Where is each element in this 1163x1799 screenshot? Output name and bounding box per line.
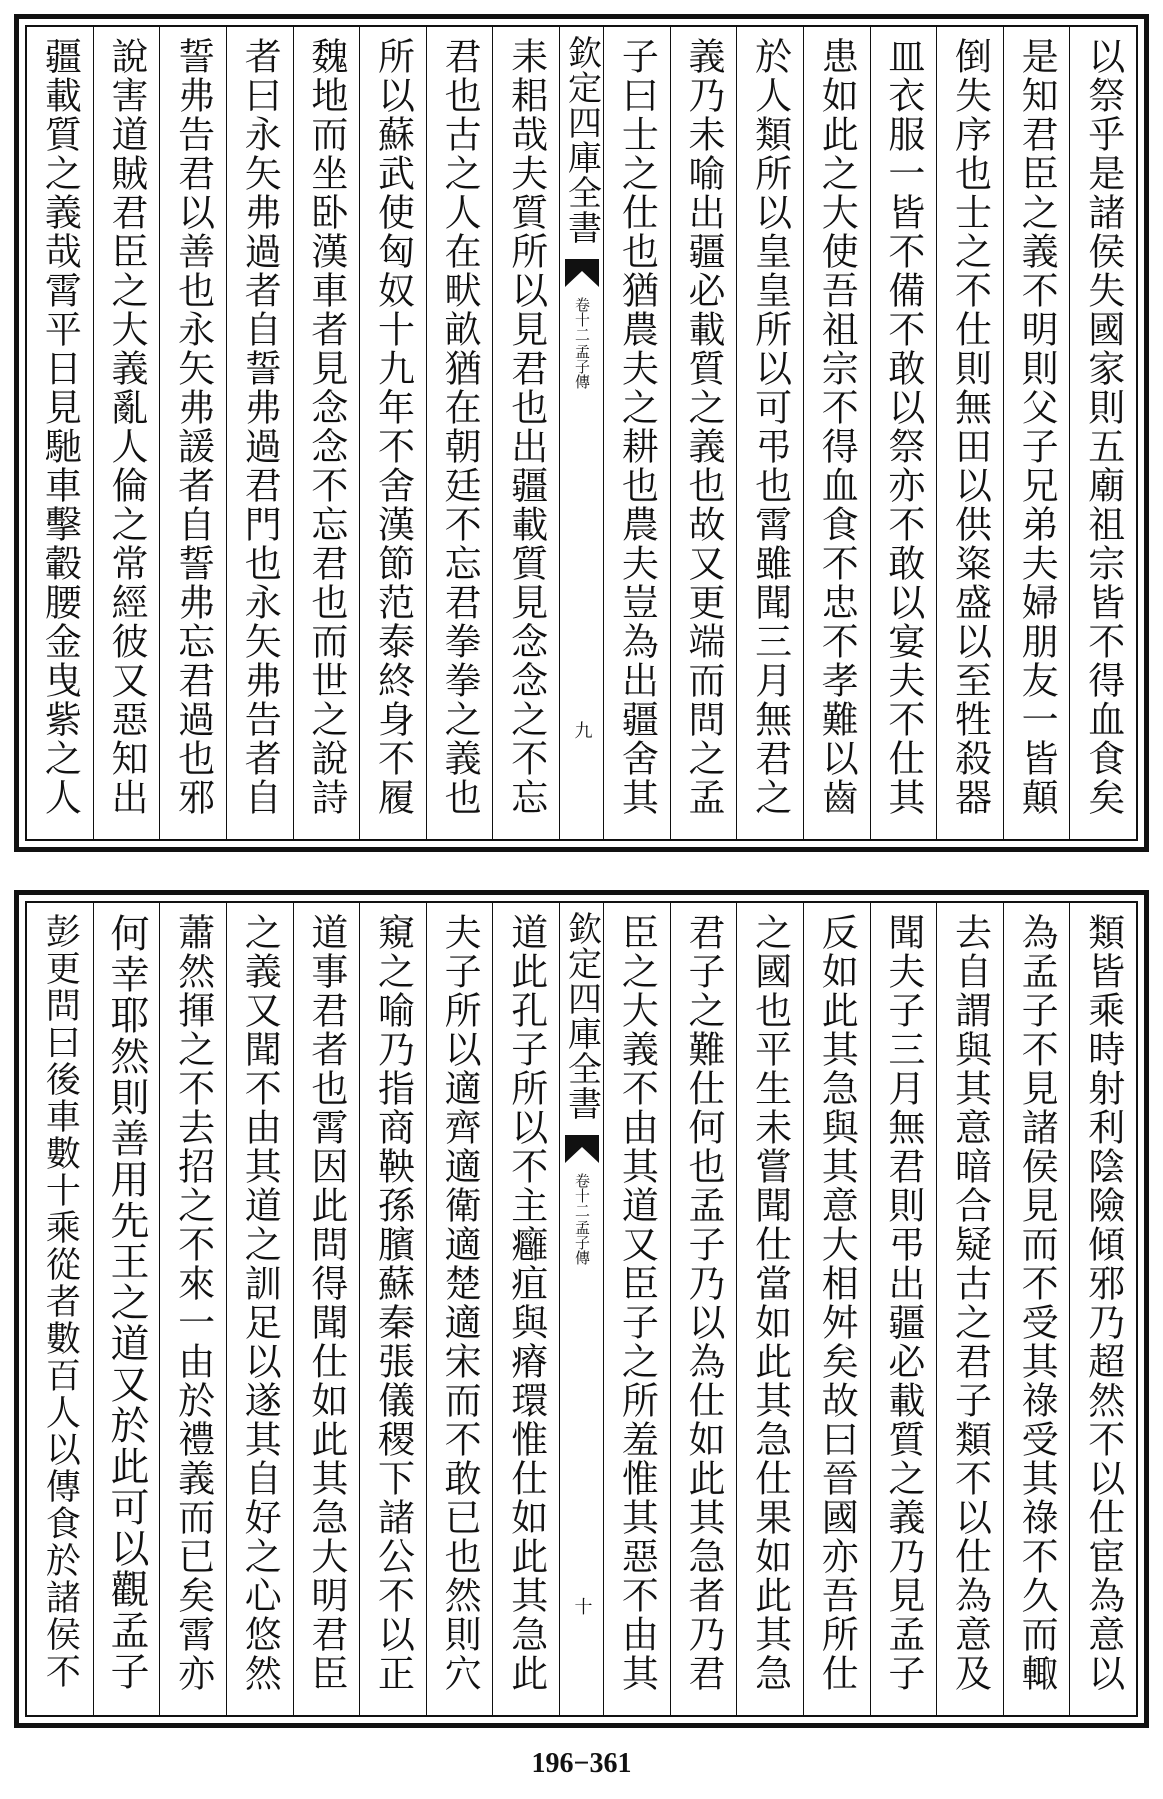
text-line: 蕭然揮之不去招之不來一由於禮義而已矣霄亦 <box>171 913 215 1693</box>
text-column <box>870 903 937 1715</box>
text-column <box>1069 903 1136 1715</box>
text-line: 所以蘇武使匈奴十九年不舍漢節范泰終身不履 <box>371 37 415 817</box>
text-line: 彭更問曰後車數十乘從者數百人以傳食於諸侯不 <box>40 913 81 1690</box>
text-column <box>1003 903 1070 1715</box>
text-line: 是知君臣之義不明則父子兄弟夫婦朋友一皆顛 <box>1015 37 1059 817</box>
text-column <box>27 903 93 1715</box>
section-label <box>574 1173 589 1265</box>
text-column <box>293 903 360 1715</box>
top-page <box>14 14 1149 852</box>
text-column <box>426 27 493 839</box>
text-line: 倒失序也士之不仕則無田以供粢盛以至牲殺器 <box>948 37 992 817</box>
text-line: 道此孔子所以不主癰疽與瘠環惟仕如此其急此 <box>504 913 548 1693</box>
text-line: 夫子所以適齊適衛適楚適宋而不敢已也然則穴 <box>438 913 482 1693</box>
book-title: 欽定四庫全書 <box>561 35 602 245</box>
text-line: 於人類所以皇皇所以可弔也霄雖聞三月無君之 <box>748 37 792 817</box>
text-line: 患如此之大使吾祖宗不得血食不忠不孝難以齒 <box>815 37 859 817</box>
text-line: 以祭乎是諸侯失國家則五廟祖宗皆不得血食矣 <box>1081 37 1125 817</box>
folio-number: 十 <box>571 1597 593 1615</box>
section-work-title: 孟子傳 <box>573 1220 591 1265</box>
text-line: 反如此其急與其意大相舛矣故曰晉國亦吾所仕 <box>815 913 859 1693</box>
center-fold-column <box>559 27 603 839</box>
text-column <box>159 27 226 839</box>
text-column <box>293 27 360 839</box>
text-column <box>670 903 737 1715</box>
section-work-title: 孟子傳 <box>573 344 591 389</box>
book-title: 欽定四庫全書 <box>561 911 602 1121</box>
section-label <box>574 297 589 389</box>
folio-number: 九 <box>571 721 593 739</box>
text-line: 去自謂與其意暗合疑古之君子類不以仕為意及 <box>948 913 992 1693</box>
text-column <box>93 27 160 839</box>
text-line: 臣之大義不由其道又臣子之所羞惟其惡不由其 <box>615 913 659 1693</box>
text-line: 君子之難仕何也孟子乃以為仕如此其急者乃君 <box>681 913 725 1693</box>
text-line: 何幸耶然則善用先王之道又於此可以觀孟子 <box>103 913 149 1692</box>
page-code: 196−361 <box>531 1748 632 1779</box>
text-column <box>1003 27 1070 839</box>
text-column <box>27 27 93 839</box>
text-line: 為孟子不見諸侯見而不受其祿受其祿不久而輙 <box>1015 913 1059 1693</box>
text-column <box>803 27 870 839</box>
fishtail-mark-icon <box>565 259 599 287</box>
bottom-page-text-block <box>25 901 1138 1717</box>
text-line: 皿衣服一皆不備不敢以祭亦不敢以宴夫不仕其 <box>881 37 925 817</box>
text-line: 聞夫子三月無君則弔出疆必載質之義乃見孟子 <box>881 913 925 1693</box>
text-column <box>226 903 293 1715</box>
text-line: 說害道賊君臣之大義亂人倫之常經彼又惡知出 <box>104 37 148 817</box>
text-line: 道事君者也霄因此問得聞仕如此其急大明君臣 <box>304 913 348 1693</box>
text-line: 之國也平生未嘗聞仕當如此其急仕果如此其急 <box>748 913 792 1693</box>
text-column <box>359 27 426 839</box>
bottom-page <box>14 890 1149 1728</box>
text-line: 子曰士之仕也猶農夫之耕也農夫豈為出疆舍其 <box>615 37 659 817</box>
text-column <box>670 27 737 839</box>
text-line: 義乃未喻出疆必載質之義也故又更端而問之孟 <box>681 37 725 817</box>
top-page-text-block <box>25 25 1138 841</box>
text-column <box>226 27 293 839</box>
text-line: 君也古之人在畎畝猶在朝廷不忘君拳拳之義也 <box>438 37 482 817</box>
fishtail-mark-icon <box>565 1135 599 1163</box>
text-column <box>426 903 493 1715</box>
text-column <box>736 903 803 1715</box>
text-column <box>870 27 937 839</box>
text-line: 耒耜哉夫質所以見君也出疆載質見念念之不忘 <box>504 37 548 817</box>
text-line: 魏地而坐卧漢車者見念念不忘君也而世之說詩 <box>304 37 348 817</box>
text-column <box>492 903 559 1715</box>
text-column <box>736 27 803 839</box>
text-column <box>93 903 160 1715</box>
text-line: 者曰永矢弗過者自誓弗過君門也永矢弗告者自 <box>238 37 282 817</box>
text-column <box>603 903 670 1715</box>
text-line: 類皆乘時射利陰險傾邪乃超然不以仕宦為意以 <box>1081 913 1125 1693</box>
text-column <box>492 27 559 839</box>
text-column <box>1069 27 1136 839</box>
center-fold-column <box>559 903 603 1715</box>
section-volume: 卷十二 <box>573 1173 591 1218</box>
text-column <box>359 903 426 1715</box>
text-column <box>936 27 1003 839</box>
text-line: 窺之喻乃指商鞅孫臏蘇秦張儀稷下諸公不以正 <box>371 913 415 1693</box>
section-volume: 卷十二 <box>573 297 591 342</box>
text-line: 之義又聞不由其道之訓足以遂其自好之心悠然 <box>238 913 282 1693</box>
text-column <box>803 903 870 1715</box>
text-line: 誓弗告君以善也永矢弗諼者自誓弗忘君過也邪 <box>171 37 215 817</box>
text-column <box>936 903 1003 1715</box>
text-line: 疆載質之義哉霄平日見馳車擊轂腰金曳紫之人 <box>38 37 82 817</box>
text-column <box>603 27 670 839</box>
text-column <box>159 903 226 1715</box>
